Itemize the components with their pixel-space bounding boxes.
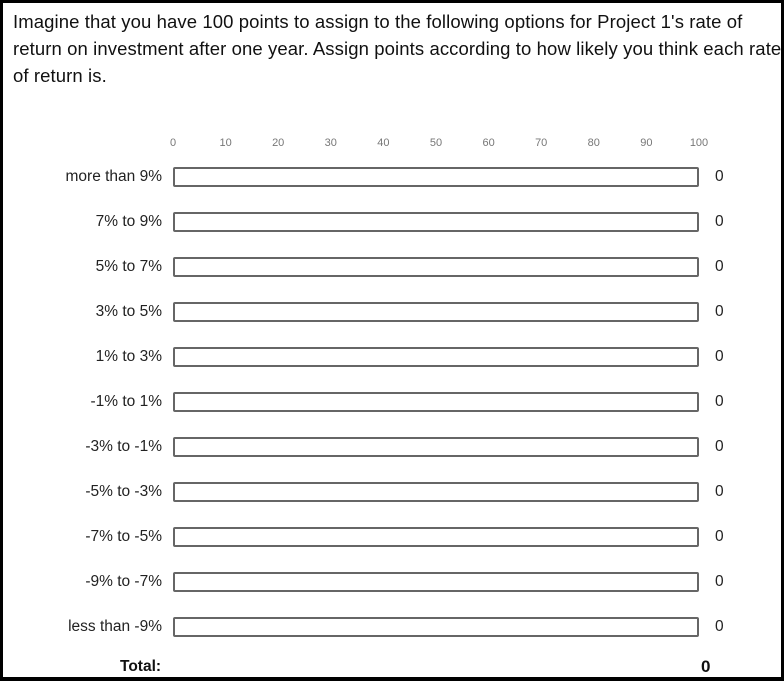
points-slider[interactable] (173, 347, 699, 367)
option-row (3, 257, 784, 279)
question-text: Imagine that you have 100 points to assign to the following options for Project 1's rate of return on investment after one year. Assign points according to how likely you think each rate of return is. (13, 11, 782, 86)
option-value: 0 (715, 168, 724, 185)
option-label: 3% to 5% (95, 303, 162, 320)
points-slider[interactable] (173, 572, 699, 592)
points-slider[interactable] (173, 167, 699, 187)
points-slider[interactable] (173, 527, 699, 547)
option-label: 5% to 7% (95, 258, 162, 275)
scale-tick: 80 (587, 137, 600, 149)
points-slider[interactable] (173, 392, 699, 412)
option-row (3, 347, 784, 369)
points-slider[interactable] (173, 212, 699, 232)
points-slider[interactable] (173, 257, 699, 277)
option-label: more than 9% (65, 168, 162, 185)
option-row (3, 527, 784, 549)
option-row (3, 482, 784, 504)
option-row (3, 617, 784, 639)
option-row (3, 212, 784, 234)
total-value: 0 (701, 657, 711, 676)
option-value: 0 (715, 393, 724, 410)
option-value: 0 (715, 438, 724, 455)
option-value: 0 (715, 213, 724, 230)
scale-tick: 30 (324, 137, 337, 149)
option-label: -3% to -1% (85, 438, 162, 455)
option-value: 0 (715, 348, 724, 365)
scale-tick: 60 (482, 137, 495, 149)
option-label: -1% to 1% (90, 393, 162, 410)
option-label: 1% to 3% (95, 348, 162, 365)
option-row (3, 572, 784, 594)
scale-tick: 40 (377, 137, 390, 149)
option-row (3, 167, 784, 189)
option-label: 7% to 9% (95, 213, 162, 230)
total-label: Total: (120, 658, 162, 675)
points-slider[interactable] (173, 437, 699, 457)
option-row (3, 392, 784, 414)
option-value: 0 (715, 618, 724, 635)
scale-ticks (3, 137, 784, 153)
points-slider[interactable] (173, 482, 699, 502)
scale-tick: 20 (272, 137, 285, 149)
scale-tick: 10 (219, 137, 232, 149)
option-label: -9% to -7% (85, 573, 162, 590)
option-label: -5% to -3% (85, 483, 162, 500)
option-row (3, 302, 784, 324)
option-row (3, 437, 784, 459)
points-slider[interactable] (173, 617, 699, 637)
option-value: 0 (715, 258, 724, 275)
scale-tick: 0 (169, 137, 177, 149)
option-value: 0 (715, 573, 724, 590)
scale-tick: 70 (535, 137, 548, 149)
option-value: 0 (715, 483, 724, 500)
scale-tick: 50 (429, 137, 443, 149)
option-value: 0 (715, 303, 724, 320)
points-slider[interactable] (173, 302, 699, 322)
option-label: -7% to -5% (85, 528, 162, 545)
option-value: 0 (715, 528, 724, 545)
scale-tick: 90 (640, 137, 653, 149)
option-label: less than -9% (68, 618, 162, 635)
scale-tick: 100 (689, 137, 709, 149)
